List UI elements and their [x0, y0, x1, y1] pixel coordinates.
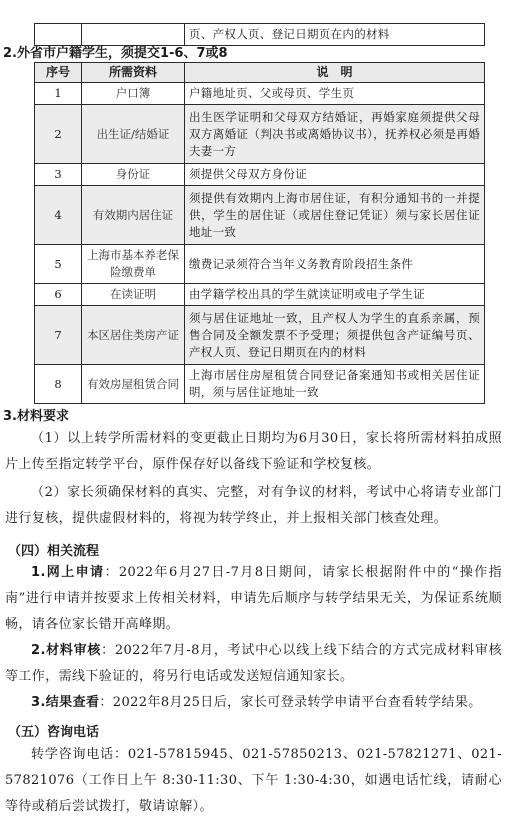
- process-step-1: [5, 560, 502, 638]
- table-header-row: [35, 63, 485, 83]
- requirement-paragraph-1: （1）以上转学所需材料的变更截止日期均为6月30日，家长将所需材料拍成照片上传至指定转学平台，原件保存好以备线下验证和学校复核。: [5, 431, 502, 472]
- row-description: 出生医学证明和父母双方结婚证，再婚家庭须提供父母双方离婚证（判决书或离婚协议书），抚养权必须是再婚夫妻一方: [185, 105, 485, 164]
- row-description: 须提供有效期内上海市居住证，有积分通知书的一并提供，学生的居住证（或居住登记凭证）须与家长居住证地址一致: [185, 186, 485, 245]
- row-document: 户口簿: [82, 83, 185, 105]
- table-row: [35, 186, 485, 245]
- row-number: 4: [35, 186, 82, 245]
- process-step-1-label: 1.网上申请: [31, 565, 105, 580]
- table-row: [35, 245, 485, 284]
- column-header-number: 序号: [35, 63, 82, 83]
- section-3-heading: 3.材料要求: [3, 409, 69, 424]
- section-5-heading: （五）咨询电话: [8, 725, 100, 740]
- process-step-2-text: ：2022年7月-8月，考试中心以线上线下结合的方式完成材料审核等工作，需线下验证的，将另行电话或发送短信通知家长。: [5, 643, 502, 684]
- section-4-heading: （四）相关流程: [8, 544, 100, 559]
- row-number: 2: [35, 105, 82, 164]
- table-row: [35, 83, 485, 105]
- process-step-3-text: ：2022年8月25日后，家长可登录转学申请平台查看转学结果。: [99, 695, 482, 710]
- row-number: 7: [35, 306, 82, 365]
- row-document: 在读证明: [82, 284, 185, 306]
- row-number: 8: [35, 365, 82, 404]
- row-number: 1: [35, 83, 82, 105]
- row-document: 本区居住类房产证: [82, 306, 185, 365]
- column-header-description: 说 明: [185, 63, 485, 83]
- row-description: 缴费记录须符合当年义务教育阶段招生条件: [185, 245, 485, 284]
- process-step-1-text: ：2022年6月27日-7月8日期间，请家长根据附件中的“操作指南”进行申请并按要求上传相关材料，申请先后顺序与转学结果无关，为保证系统顺畅，请各位家长错开高峰期。: [5, 565, 502, 632]
- row-document: 上海市基本养老保险缴费单: [82, 245, 185, 284]
- process-step-2: [5, 638, 502, 690]
- row-description: 由学籍学校出具的学生就读证明或电子学生证: [185, 284, 485, 306]
- row-description: 须与居住证地址一致，且产权人为学生的直系亲属，预售合同及全额发票不予受理；须提供包含产证编号页、产权人页、登记日期页在内的材料: [185, 306, 485, 365]
- materials-table: [34, 62, 485, 404]
- row-number: 3: [35, 164, 82, 186]
- hotline-paragraph: 转学咨询电话：021-57815945、021-57850213、021-57821271、021-57821076（工作日上午 8:30-11:30、下午 1:30-4:30，如遇电话忙线，请耐心等待或稍后尝试拨打，敬请谅解）。: [5, 747, 502, 814]
- table-row: [35, 164, 485, 186]
- process-step-3-label: 3.结果查看: [31, 695, 100, 710]
- table-row: [35, 365, 485, 404]
- process-step-3: [5, 690, 502, 716]
- requirement-paragraph-2: （2）家长须确保材料的真实、完整，对有争议的材料，考试中心将请专业部门进行复核，提供虚假材料的，将视为转学终止，并上报相关部门核查处理。: [5, 485, 502, 526]
- table-cell-description: 页、产权人页、登记日期页在内的材料: [185, 24, 485, 46]
- row-description: 须提供父母双方身份证: [185, 164, 485, 186]
- row-document: 有效期内居住证: [82, 186, 185, 245]
- process-step-2-label: 2.材料审核: [31, 643, 102, 658]
- row-document: 身份证: [82, 164, 185, 186]
- row-description: 上海市居住房屋租赁合同登记备案通知书或相关居住证明，须与居住证地址一致: [185, 365, 485, 404]
- table-row: [35, 105, 485, 164]
- section-2-heading: 2.外省市户籍学生，须提交1-6、7或8: [3, 46, 228, 61]
- row-document: 出生证/结婚证: [82, 105, 185, 164]
- table-row: [35, 284, 485, 306]
- table-row: [35, 306, 485, 365]
- row-description: 户籍地址页、父或母页、学生页: [185, 83, 485, 105]
- row-number: 5: [35, 245, 82, 284]
- row-document: 有效房屋租赁合同: [82, 365, 185, 404]
- row-number: 6: [35, 284, 82, 306]
- column-header-document: 所需资料: [82, 63, 185, 83]
